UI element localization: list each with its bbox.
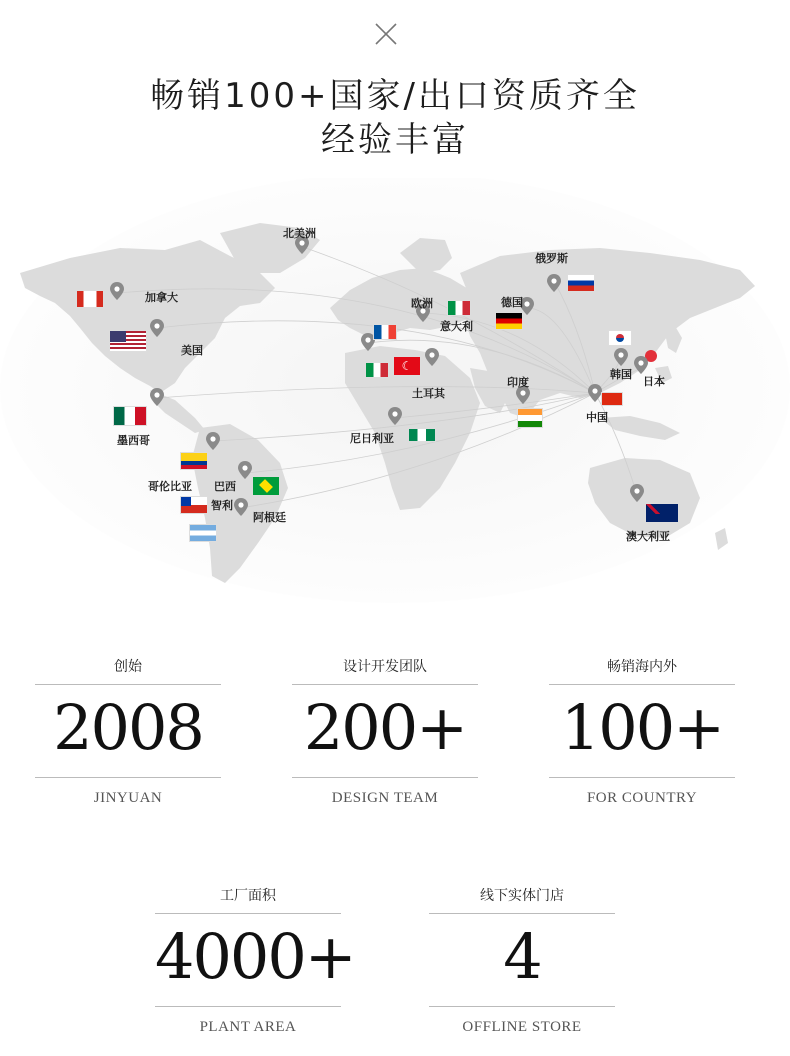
stat-label: 设计开发团队 [343,659,427,675]
label-europe: 欧洲 [411,297,433,310]
pin-argentina-icon [234,498,248,516]
stat-value: 100+ [560,691,724,764]
close-icon [372,20,400,48]
flag-chile [180,496,208,514]
label-usa: 美国 [181,344,203,357]
flag-canada [76,290,104,308]
label-argentina: 阿根廷 [253,511,286,524]
pin-korea-icon [614,348,628,366]
stat-value: 2008 [53,691,203,764]
pin-canada-icon [110,282,124,300]
label-colombia: 哥伦比亚 [148,480,192,493]
label-italy: 意大利 [440,320,473,333]
flag-mexico [113,406,147,426]
label-chile: 智利 [211,499,233,512]
flag-france [373,324,397,340]
flag-germany [495,312,523,330]
pin-turkey-icon [425,348,439,366]
stat-label: 工厂面积 [220,888,276,904]
flag-korea [608,330,632,346]
pin-nigeria-icon [388,407,402,425]
stat-offline-stores [429,885,615,1036]
stat-caption: DESIGN TEAM [331,790,439,806]
flag-argentina [189,524,217,542]
label-japan: 日本 [643,375,665,388]
stat-founded [35,656,221,807]
stat-value: 4000+ [155,920,355,993]
flag-nigeria [408,428,436,442]
stat-plant-area [155,885,355,1036]
stat-caption: JINYUAN [93,790,163,806]
label-north-america: 北美洲 [283,227,316,240]
stat-label: 畅销海内外 [607,659,677,675]
close-button[interactable] [372,20,400,48]
stat-caption: OFFLINE STORE [462,1019,582,1035]
pin-russia-icon [547,274,561,292]
stat-caption: PLANT AREA [199,1019,297,1035]
stat-design-team [292,656,478,807]
flag-colombia [180,452,208,470]
divider [155,1006,341,1007]
divider [549,777,735,778]
pin-usa-icon [150,319,164,337]
label-canada: 加拿大 [145,291,178,304]
flag-australia [645,503,679,523]
pin-japan-icon [634,356,648,374]
flag-italy-left [365,362,389,378]
pin-colombia-icon [206,432,220,450]
label-korea: 韩国 [610,368,632,381]
label-turkey: 土耳其 [412,387,445,400]
pin-brazil-icon [238,461,252,479]
stat-label: 创始 [114,659,142,675]
stat-value: 4 [503,920,541,993]
label-russia: 俄罗斯 [535,252,568,265]
headline-line-2: 经验丰富 [321,120,469,160]
label-brazil: 巴西 [214,480,236,493]
stat-caption: FOR COUNTRY [586,790,698,806]
world-map [0,178,790,608]
label-china: 中国 [586,411,608,424]
label-nigeria: 尼日利亚 [350,432,394,445]
world-map-graphic [0,178,790,608]
label-germany: 德国 [501,296,523,309]
flag-china [601,392,623,406]
pin-australia-icon [630,484,644,502]
pin-mexico-icon [150,388,164,406]
headline-line-1: 畅销100+国家/出口资质齐全 [150,76,640,116]
divider [35,777,221,778]
pin-china-icon [588,384,602,402]
label-mexico: 墨西哥 [117,434,150,447]
flag-brazil [252,476,280,496]
flag-usa [109,330,147,352]
flag-russia [567,274,595,292]
label-australia: 澳大利亚 [626,530,670,543]
flag-turkey: ☾ [393,356,421,376]
stat-label: 线下实体门店 [480,888,564,904]
label-india: 印度 [507,376,529,389]
stat-countries [549,656,735,807]
divider [429,1006,615,1007]
divider [292,777,478,778]
stat-value: 200+ [303,691,467,764]
flag-italy [447,300,471,316]
flag-india [517,408,543,428]
